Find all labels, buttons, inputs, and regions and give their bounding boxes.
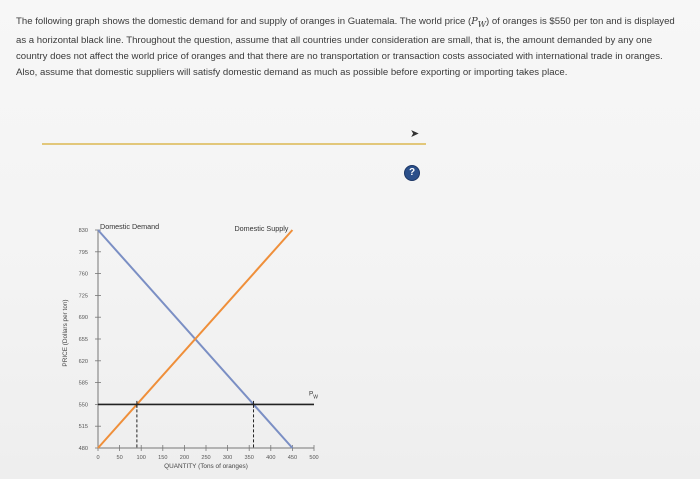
x-tick-label: 400: [266, 455, 276, 461]
y-tick-label: 480: [78, 446, 88, 452]
mouse-cursor-icon: ➤: [410, 128, 420, 140]
y-tick-label: 760: [78, 271, 88, 278]
pw-subscript: W: [477, 19, 486, 29]
chart-ticks: [79, 228, 319, 461]
pw-symbol: P: [471, 16, 478, 27]
chart-curves: [98, 230, 314, 448]
y-tick-label: 830: [78, 228, 88, 234]
x-tick-label: 250: [201, 455, 211, 461]
y-tick-label: 795: [78, 249, 88, 256]
x-tick-label: 0: [96, 455, 100, 461]
world-price-label: $P_W$: [309, 390, 318, 401]
chart-axes: [98, 230, 314, 448]
y-tick-label: 655: [78, 337, 88, 343]
x-tick-label: 300: [222, 455, 233, 461]
y-axis-title: PRICE (Dollars per ton): [62, 299, 69, 367]
help-circle-icon[interactable]: ?: [404, 165, 420, 181]
x-axis-title: QUANTITY (Tons of oranges): [164, 463, 248, 470]
x-tick-label: 350: [244, 455, 254, 461]
question-part2: ) of oranges is $550 per ton and is displayed as a horizontal black line. Throughout the question, assume that all countries under consideration are small, that is, the amount demanded by any one country does not affect the world price of oranges and that there are no transportation or transaction costs associated with international trade in oranges. Also, assume that domestic suppliers will satisfy domestic demand as much as possible before exporting or importing takes place.: [16, 16, 675, 78]
y-tick-label: 620: [78, 358, 88, 365]
x-tick-label: 450: [287, 455, 298, 461]
y-tick-label: 515: [78, 424, 88, 431]
y-tick-label: 550: [78, 402, 88, 409]
supply-label: Domestic Supply: [234, 224, 289, 233]
y-tick-label: 725: [78, 293, 88, 300]
demand-label: Domestic Demand: [100, 222, 160, 231]
y-tick-label: 690: [78, 315, 88, 322]
question-part1: The following graph shows the domestic demand for and supply of oranges in Guatemala. The world price (: [16, 16, 472, 27]
x-tick-label: 50: [116, 455, 123, 461]
x-tick-label: 500: [309, 455, 319, 461]
x-tick-label: 100: [136, 455, 146, 461]
y-tick-label: 585: [78, 380, 88, 387]
x-tick-label: 200: [179, 455, 190, 461]
x-tick-label: 150: [158, 455, 168, 461]
